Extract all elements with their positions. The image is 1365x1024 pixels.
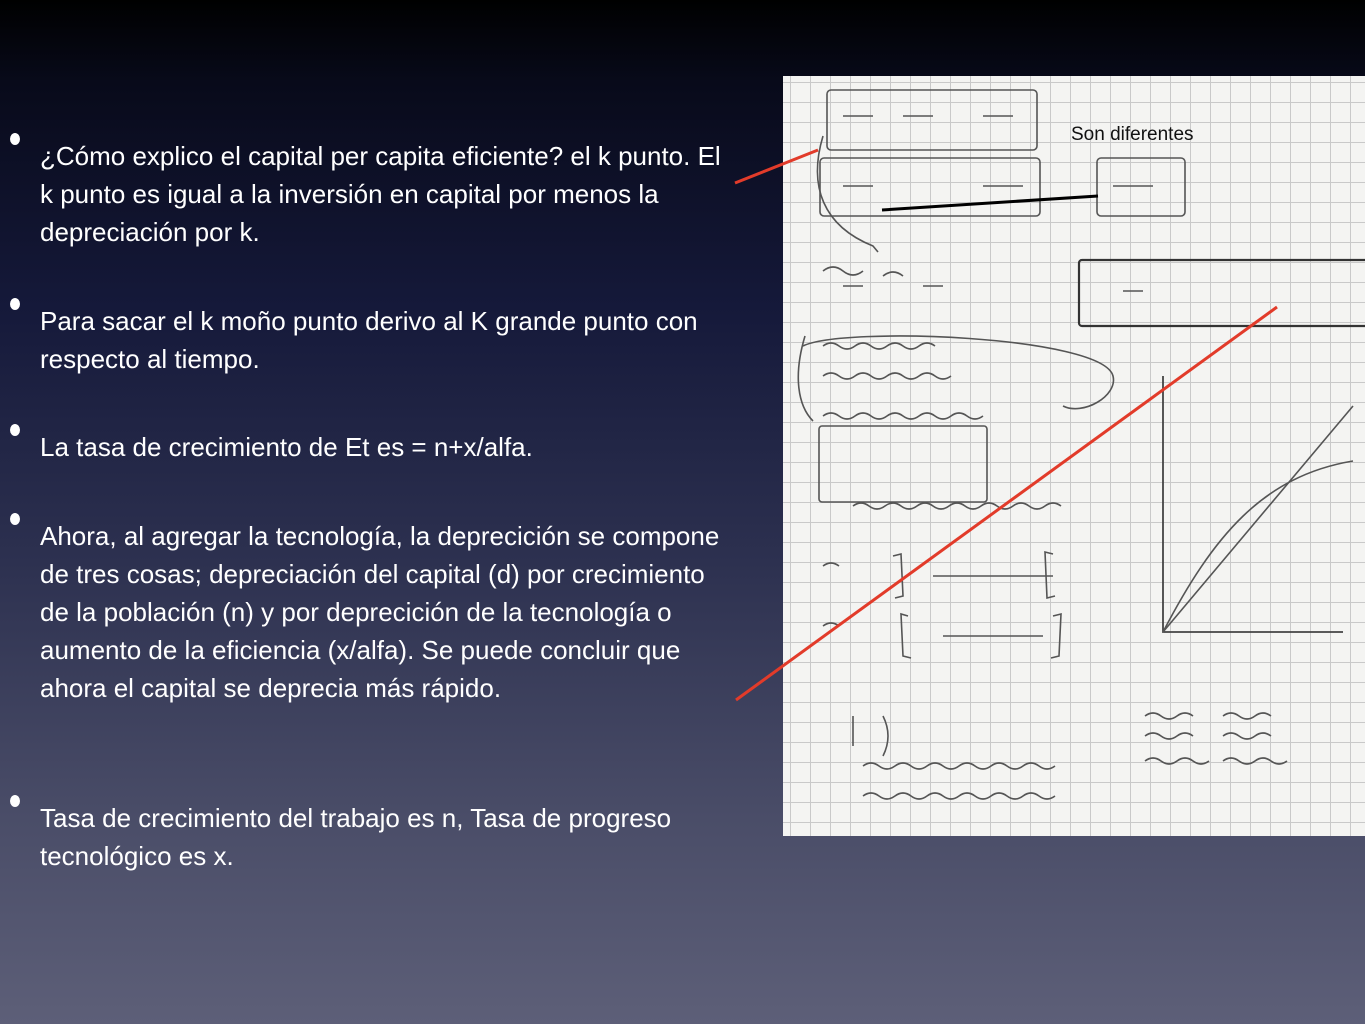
bullet-text: Para sacar el k moño punto derivo al K grande punto con respecto al tiempo. [40, 306, 698, 374]
sketch-box [820, 158, 1040, 216]
bullet-text: Tasa de crecimiento del trabajo es n, Tasa de progreso tecnológico es x. [40, 803, 672, 871]
bullet-dot [10, 795, 20, 807]
sketch-box [819, 426, 987, 502]
sketch-handwriting [853, 503, 1061, 509]
bullet-dot [10, 424, 20, 436]
sketch-handwriting [823, 267, 983, 419]
sketch-box [1079, 260, 1365, 326]
sketch-graph-line [1163, 406, 1353, 632]
sketch-handwriting [1145, 713, 1287, 764]
bullet-text: Ahora, al agregar la tecnología, la deprecición se compone de tres cosas; depreciación del capital (d) por crecimiento de la población (n) y por deprecición de la tecnología o aumento de la eficiencia (x/alfa). Se puede concluir que ahora el capital se deprecia más rápido. [40, 521, 720, 703]
bullet-text: La tasa de crecimiento de Et es = n+x/alfa. [40, 432, 533, 462]
sketch-graph-curve [1163, 461, 1353, 632]
bullet-dot [10, 298, 20, 310]
bullet-item [40, 428, 740, 466]
sketch-handwriting [853, 716, 1055, 799]
handwritten-notes-image [783, 76, 1365, 836]
bullet-item [40, 517, 740, 707]
bullet-dot [10, 133, 20, 145]
bullet-text: ¿Cómo explico el capital per capita eficiente? el k punto. El k punto es igual a la inversión en capital por menos la depreciación por k. [40, 141, 721, 247]
callout-label: Son diferentes [1071, 124, 1194, 145]
handwritten-notes-sketch [783, 76, 1365, 836]
bullet-dot [10, 513, 20, 525]
sketch-box [827, 90, 1037, 150]
sketch-brackets [823, 552, 1061, 658]
bullet-item [40, 302, 740, 378]
sketch-box [1097, 158, 1185, 216]
sketch-arrow [817, 136, 878, 252]
bullet-item [40, 137, 740, 251]
sketch-graph-axes [1163, 376, 1343, 632]
bullet-item [40, 799, 740, 875]
